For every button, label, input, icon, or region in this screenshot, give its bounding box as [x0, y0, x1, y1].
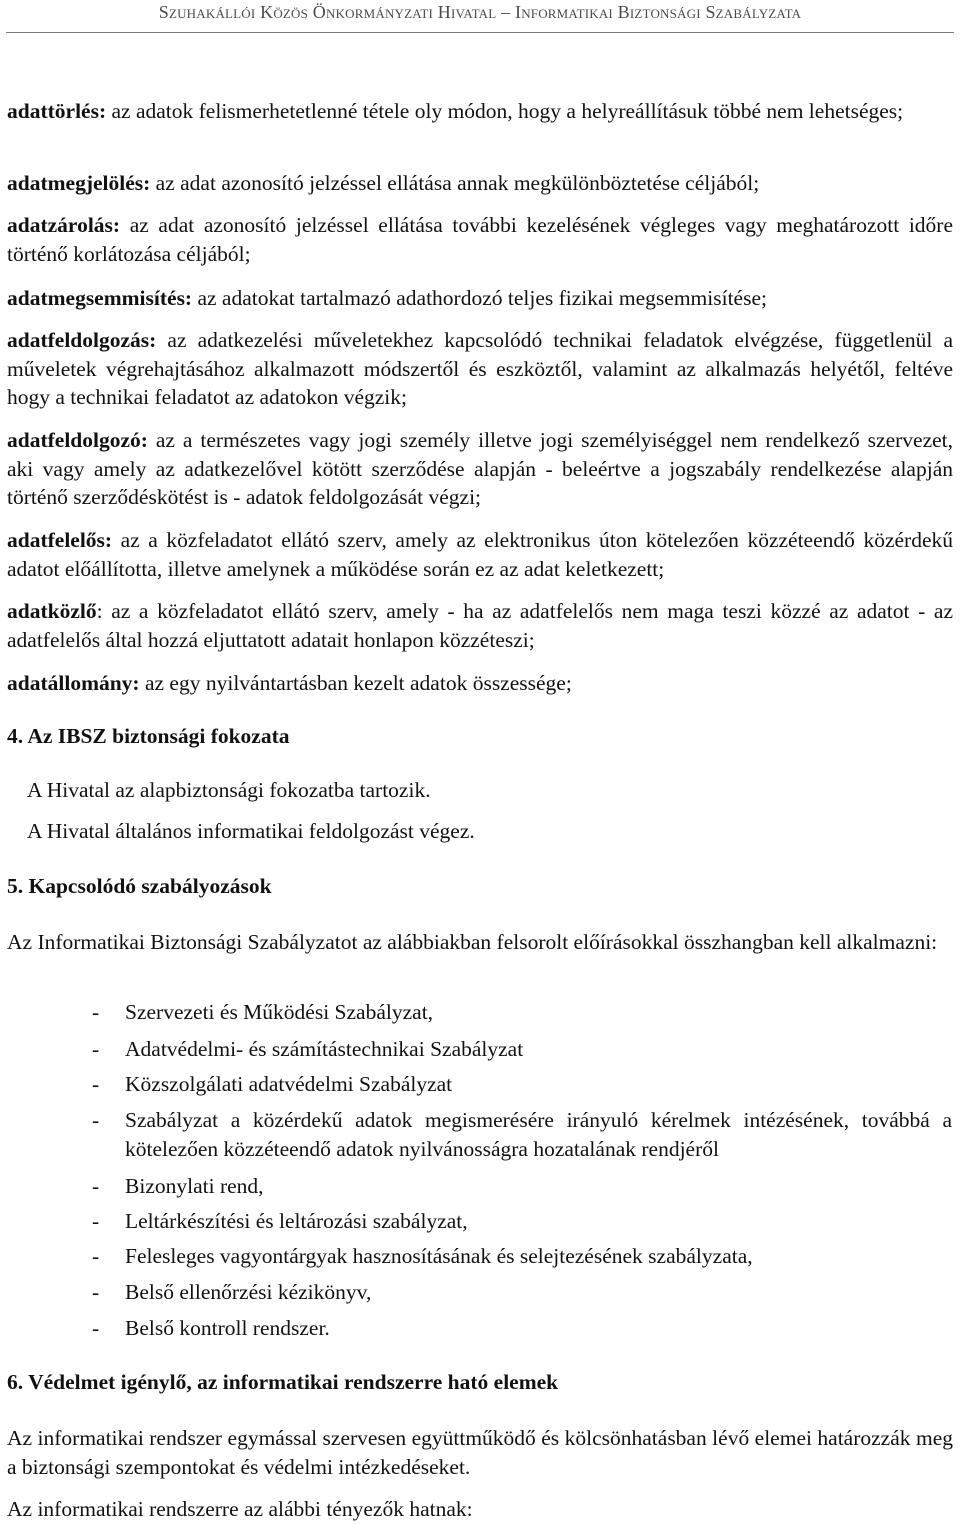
- definition-term: adatfelelős:: [7, 528, 113, 552]
- list-item-text: Bizonylati rend,: [125, 1174, 264, 1198]
- definition-adatfeldolgozas: [7, 326, 953, 412]
- list-item-text: Leltárkészítési és leltározási szabályzat,: [125, 1209, 468, 1233]
- list-item-text: Szabályzat a közérdekű adatok megismerésére irányuló kérelmek intézésének, továbbá a kötelezően közzéteendő adatok nyilvánosságra hozatalának rendjéről: [125, 1108, 952, 1161]
- definition-term: adatmegjelölés:: [7, 171, 151, 195]
- definition-text: az adat azonosító jelzéssel ellátása annak megkülönböztetése céljából;: [150, 171, 760, 195]
- list-item-text: Szervezeti és Működési Szabályzat,: [125, 1000, 434, 1024]
- definition-text: az adatok felismerhetetlenné tétele oly módon, hogy a helyreállításuk többé nem lehetséges;: [106, 99, 904, 123]
- list-dash: -: [92, 1072, 100, 1096]
- definition-term: adatmegsemmisítés:: [7, 286, 193, 310]
- definition-term: adatállomány:: [7, 671, 140, 695]
- definition-text: az a közfeladatot ellátó szerv, amely az elektronikus úton kötelezően közzéteendő közérdekű adatot előállította, illetve amelynek a működése során ez az adat keletkezett;: [7, 528, 953, 581]
- definition-adatfeldolgozo: [7, 426, 953, 512]
- definition-text: az a természetes vagy jogi személy illetve jogi személyiséggel nem rendelkező szervezet, aki vagy amely az adatkezelővel kötött szerződése alapján - beleértve a jogszabály rendelkezése alapján történő szerződéskötést is - adatok feldolgozását végzi;: [7, 428, 953, 509]
- definition-text: : az a közfeladatot ellátó szerv, amely - ha az adatfelelős nem maga teszi közzé az adatot - az adatfelelős által hozzá eljuttatott adatait honlapon közzéteszi;: [7, 599, 953, 652]
- section-4-line-2: A Hivatal általános informatikai feldolgozást végez.: [27, 819, 475, 843]
- section-6-heading: 6. Védelmet igénylő, az informatikai rendszerre ható elemek: [7, 1370, 559, 1394]
- list-dash: -: [92, 1209, 100, 1233]
- definition-adatzarolas: [7, 211, 953, 268]
- definition-text: az adat azonosító jelzéssel ellátása további kezelésének végleges vagy meghatározott időre történő korlátozása céljából;: [7, 213, 953, 266]
- section-6-paragraph-1: Az informatikai rendszer egymással szervesen együttműködő és kölcsönhatásban lévő elemei határozzák meg a biztonsági szempontokat és védelmi intézkedéseket.: [7, 1426, 953, 1479]
- definition-term: adatfeldolgozás:: [7, 328, 157, 352]
- definition-term: adatközlő: [7, 599, 97, 623]
- list-dash: -: [92, 1108, 100, 1132]
- list-item-text: Felesleges vagyontárgyak hasznosításának és selejtezésének szabályzata,: [125, 1244, 753, 1268]
- definition-text: az adatokat tartalmazó adathordozó teljes fizikai megsemmisítése;: [192, 286, 767, 310]
- definition-term: adattörlés:: [7, 99, 107, 123]
- definition-term: adatfeldolgozó:: [7, 428, 148, 452]
- definition-adattorles: [7, 97, 953, 126]
- definition-adatmegsemmisites: [7, 284, 953, 313]
- list-dash: -: [92, 1280, 100, 1304]
- list-item-text: Adatvédelmi- és számítástechnikai Szabályzat: [125, 1037, 524, 1061]
- definition-adatallomany: [7, 669, 953, 698]
- definition-text: az egy nyilvántartásban kezelt adatok összessége;: [139, 671, 572, 695]
- section-4-line-1: A Hivatal az alapbiztonsági fokozatba tartozik.: [27, 778, 431, 802]
- list-dash: -: [92, 1174, 100, 1198]
- running-header: Szuhakállói Közös Önkormányzati Hivatal – Informatikai Biztonsági Szabályzata: [158, 2, 802, 22]
- list-item-text: Belső kontroll rendszer.: [125, 1316, 330, 1340]
- list-dash: -: [92, 1244, 100, 1268]
- definition-adatmegjeloles: [7, 169, 953, 198]
- list-item-text: Közszolgálati adatvédelmi Szabályzat: [125, 1072, 453, 1096]
- definition-adatkozlo: [7, 597, 953, 654]
- section-5-heading: 5. Kapcsolódó szabályozások: [7, 874, 272, 898]
- header-rule: [6, 32, 954, 33]
- section-6-paragraph-2: Az informatikai rendszerre az alábbi tényezők hatnak:: [7, 1497, 473, 1521]
- definition-term: adatzárolás:: [7, 213, 121, 237]
- section-5-intro: Az Informatikai Biztonsági Szabályzatot az alábbiakban felsorolt előírásokkal összhangban kell alkalmazni:: [7, 930, 938, 954]
- list-item-text: Belső ellenőrzési kézikönyv,: [125, 1280, 372, 1304]
- definition-adatfelelos: [7, 526, 953, 583]
- list-dash: -: [92, 1000, 100, 1024]
- section-4-heading: 4. Az IBSZ biztonsági fokozata: [7, 724, 290, 748]
- definition-text: az adatkezelési műveletekhez kapcsolódó technikai feladatok elvégzése, függetlenül a műveletek végrehajtásához alkalmazott módszertől és eszköztől, valamint az alkalmazás helyétől, feltéve hogy a technikai feladatot az adatokon végzik;: [7, 328, 953, 409]
- list-dash: -: [92, 1037, 100, 1061]
- list-dash: -: [92, 1316, 100, 1340]
